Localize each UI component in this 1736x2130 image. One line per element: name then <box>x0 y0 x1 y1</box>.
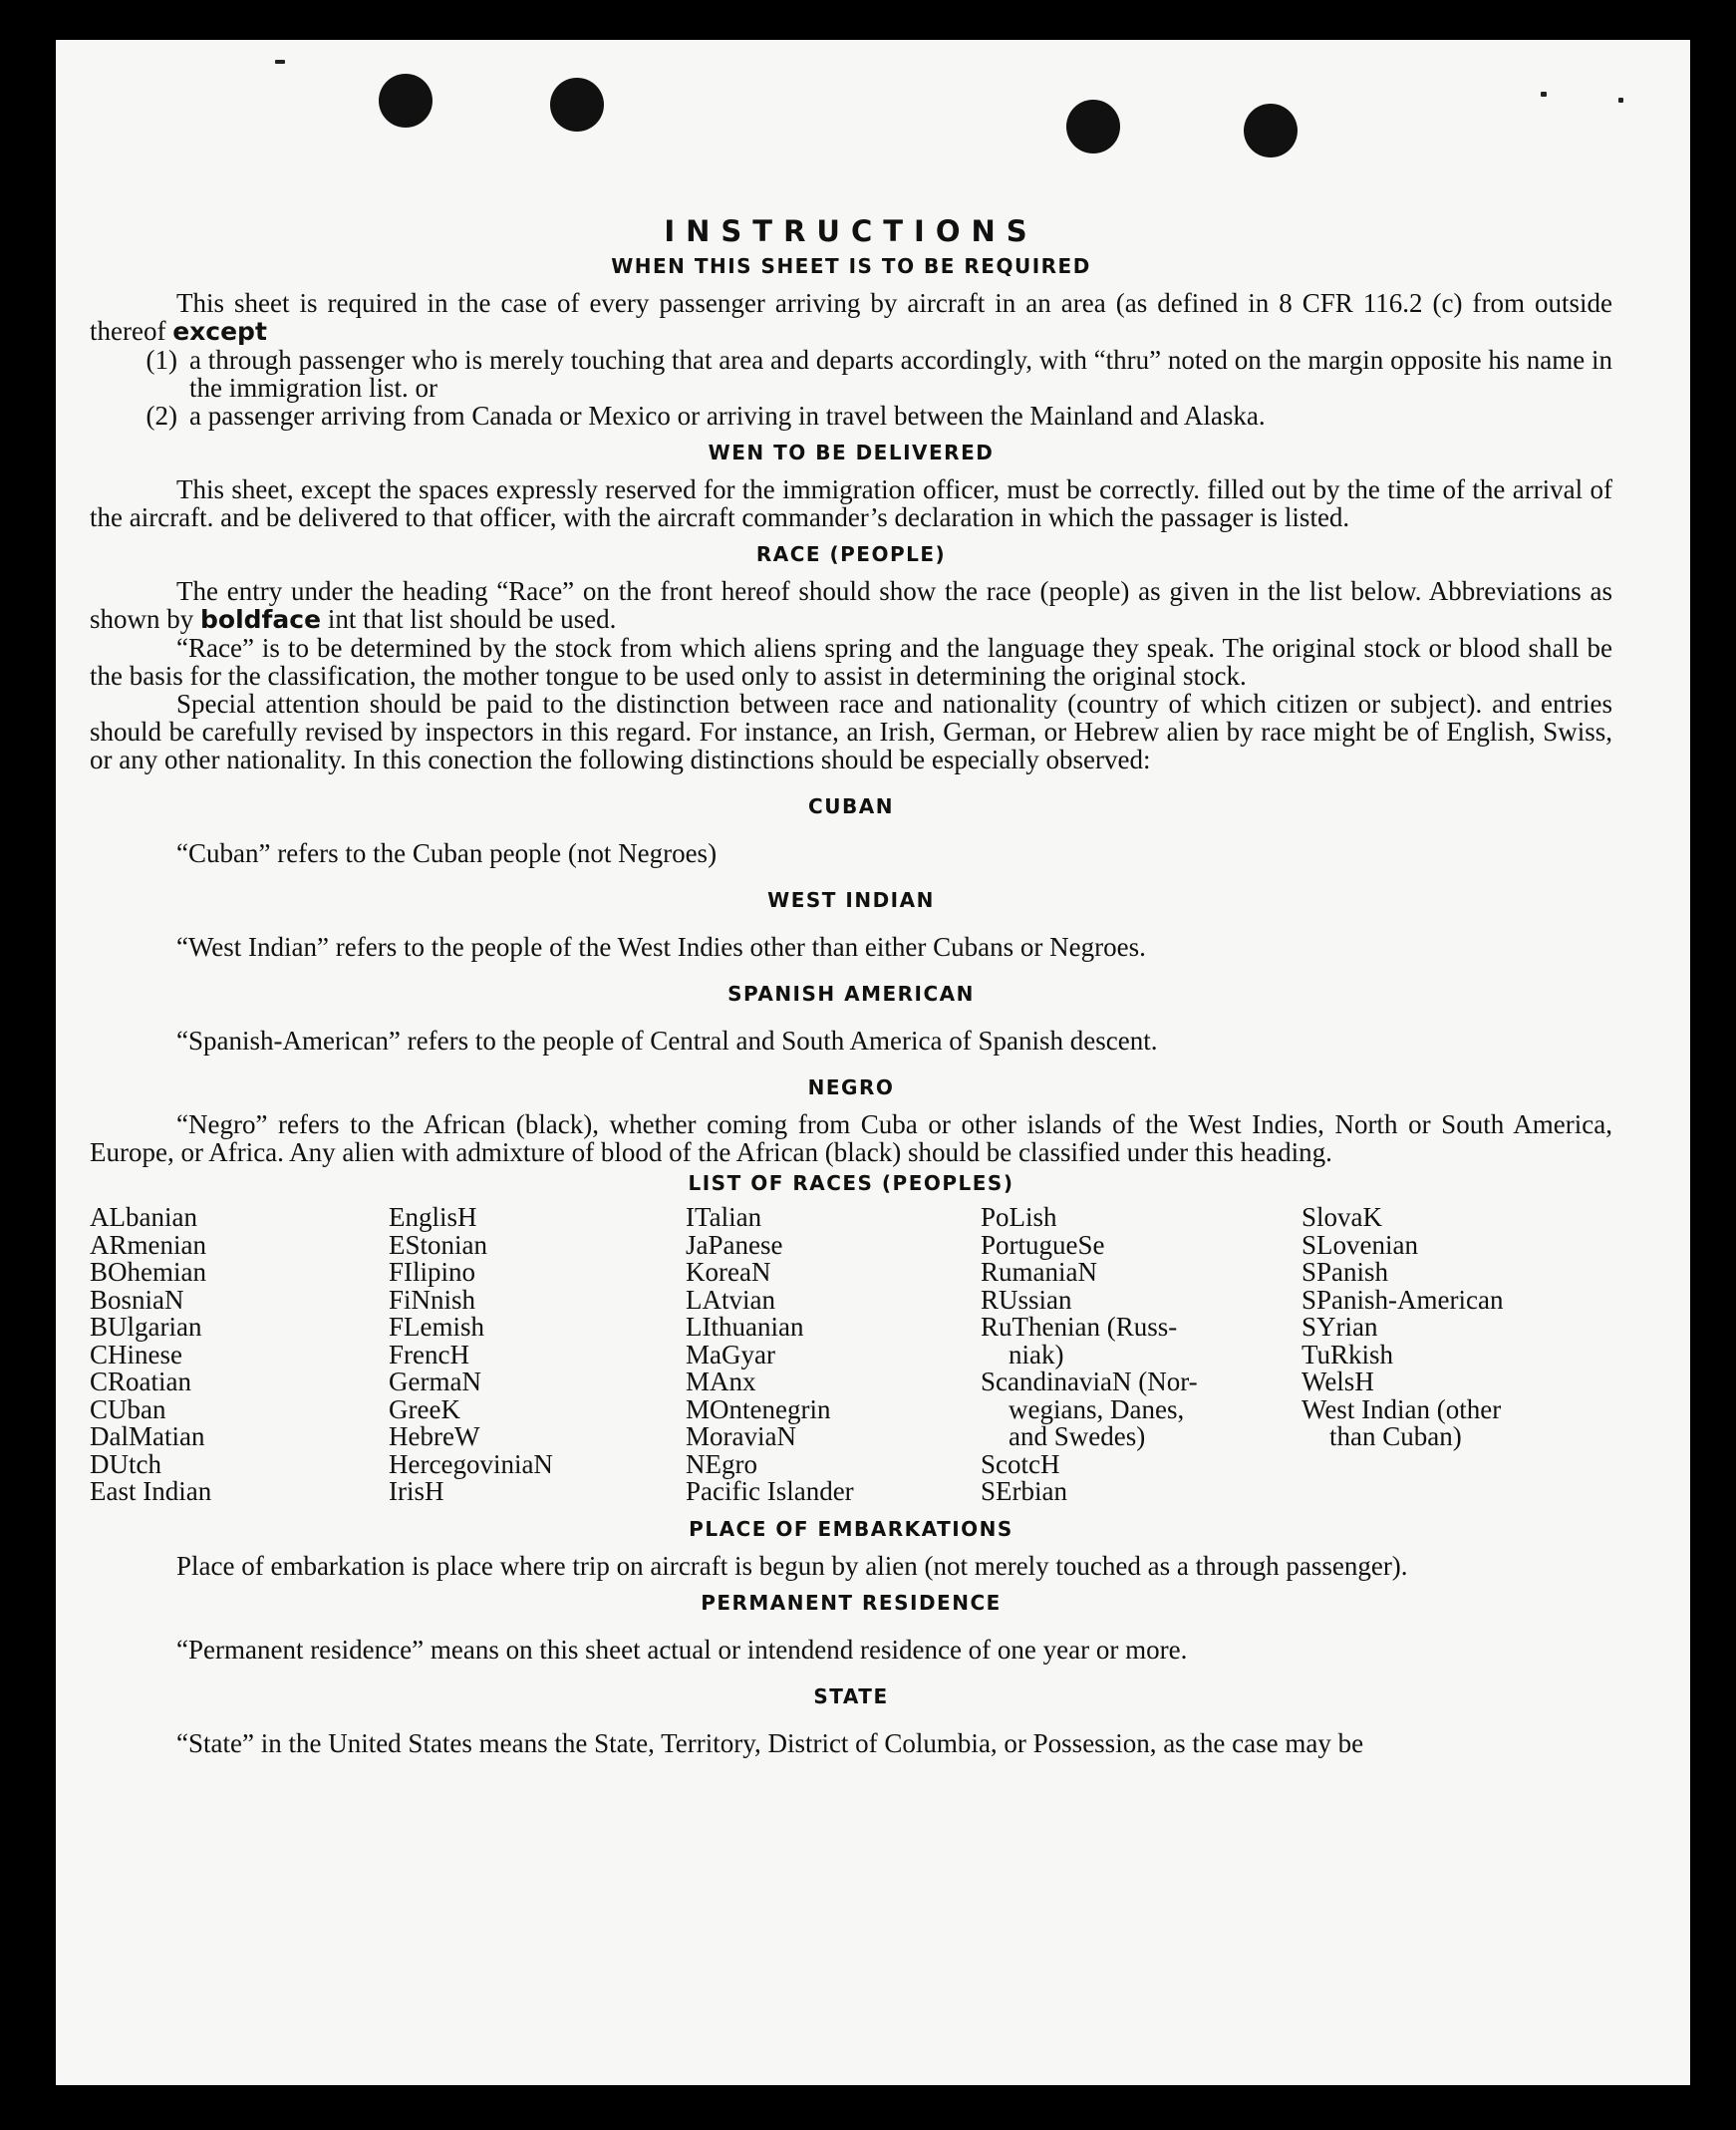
race-entry: than Cuban) <box>1329 1421 1462 1451</box>
section-heading-state: STATE <box>813 1683 889 1708</box>
race-entry: RumaniaN <box>981 1257 1097 1287</box>
races-column <box>1302 1204 1612 1506</box>
race-entry: FIlipino <box>389 1257 476 1287</box>
race-entry: LIthuanian <box>686 1312 804 1342</box>
race-entry: JaPanese <box>686 1229 783 1260</box>
requirement-number: (2) <box>145 401 177 431</box>
scan-speck <box>275 60 285 64</box>
races-column <box>686 1204 981 1506</box>
races-column <box>90 1204 389 1506</box>
race-entry: SPanish <box>1302 1257 1389 1287</box>
race-entry: SPanish-American <box>1302 1284 1504 1315</box>
page-title: INSTRUCTIONS <box>664 214 1038 248</box>
race-entry: SYrian <box>1302 1312 1378 1342</box>
requirement-list <box>90 346 1612 430</box>
race-entry: FLemish <box>389 1312 485 1342</box>
race-entry: MOntenegrin <box>686 1393 831 1424</box>
race-entry: ScotcH <box>981 1448 1060 1479</box>
requirement-text: a passenger arriving from Canada or Mexico or arriving in travel between the Mainland and Alaska. <box>189 401 1266 431</box>
section-heading-embarkation: PLACE OF EMBARKATIONS <box>689 1516 1013 1541</box>
race-entry: TuRkish <box>1302 1339 1394 1369</box>
document-page <box>56 40 1690 2085</box>
section-heading-list-of-races: LIST OF RACES (PEOPLES) <box>688 1171 1014 1195</box>
race-entry: IrisH <box>389 1476 444 1506</box>
race-entry: PoLish <box>981 1202 1057 1232</box>
race-entry: RUssian <box>981 1284 1072 1315</box>
section-heading-race: RACE (PEOPLE) <box>755 542 947 566</box>
race-entry: MAnx <box>686 1367 756 1396</box>
boldface-word: boldface <box>200 605 322 634</box>
race-entry: BUlgarian <box>90 1312 202 1342</box>
requirement-number: (1) <box>145 345 177 375</box>
requirement-item <box>90 402 1612 430</box>
race-entry: LAtvian <box>686 1284 775 1315</box>
race-paragraph-1: The entry under the heading “Race” on the front hereof should show the race (people) as given in the list below. Abbreviations as shown by boldface int that list should be used. <box>90 576 1612 634</box>
race-entry: CUban <box>90 1393 166 1424</box>
race-entry: niak) <box>1009 1339 1064 1369</box>
race-entry: GermaN <box>389 1367 481 1396</box>
except-word: except <box>172 317 267 346</box>
race-entry: ITalian <box>686 1202 762 1232</box>
punch-hole <box>1244 104 1298 157</box>
race-entry: ARmenian <box>90 1229 206 1260</box>
race-entry: HercegoviniaN <box>389 1448 553 1479</box>
section-heading-when-delivered: WEN TO BE DELIVERED <box>708 441 995 464</box>
race-entry: DalMatian <box>90 1421 205 1451</box>
instructions-body <box>90 179 1612 1757</box>
race-entry: West Indian (other <box>1302 1393 1502 1424</box>
race-entry: and Swedes) <box>1009 1421 1146 1451</box>
cuban-text: “Cuban” refers to the Cuban people (not Negroes) <box>176 838 718 868</box>
residence-text: “Permanent residence” means on this sheet actual or intendend residence of one year or more. <box>176 1634 1188 1665</box>
races-list <box>90 1204 1612 1506</box>
section-heading-cuban: CUBAN <box>808 794 894 818</box>
scan-speck <box>1618 98 1623 103</box>
race-entry: EnglisH <box>389 1202 477 1232</box>
race-paragraph-2: “Race” is to be determined by the stock from which aliens spring and the language they speak. The original stock or blood shall be the basis for the classification, the mother tongue to be used only to assist in determining the original stock. <box>90 633 1612 691</box>
race-entry: BOhemian <box>90 1257 206 1287</box>
race-entry: ScandinaviaN (Nor- <box>981 1367 1198 1396</box>
race-entry: HebreW <box>389 1421 480 1451</box>
race-entry: East Indian <box>90 1476 212 1506</box>
race-entry: SErbian <box>981 1476 1067 1506</box>
race-entry: Pacific Islander <box>686 1476 854 1506</box>
race-entry: NEgro <box>686 1448 757 1479</box>
requirement-text: a through passenger who is merely touching that area and departs accordingly, with “thru” noted on the margin opposite his name in the immigration list. or <box>189 345 1612 403</box>
requirement-item <box>90 346 1612 402</box>
embarkation-text: Place of embarkation is place where trip on aircraft is begun by alien (not merely touched as a through passenger). <box>176 1550 1408 1581</box>
race-entry: ALbanian <box>90 1202 197 1232</box>
race-entry: PortugueSe <box>981 1229 1105 1260</box>
punch-hole <box>1066 100 1120 153</box>
race-entry: MaGyar <box>686 1339 775 1369</box>
when-delivered-text: This sheet, except the spaces expressly reserved for the immigration officer, must be correctly. filled out by the time of the arrival of the aircraft. and be delivered to that officer, with the aircraft commander’s declaration in which the passager is listed. <box>90 474 1612 532</box>
races-column <box>389 1204 686 1506</box>
race-entry: MoraviaN <box>686 1421 796 1451</box>
race-entry: DUtch <box>90 1448 161 1479</box>
race-entry: FrencH <box>389 1339 469 1369</box>
section-heading-spanish-american: SPANISH AMERICAN <box>727 982 975 1006</box>
race-entry: KoreaN <box>686 1257 771 1287</box>
race-entry: SLovenian <box>1302 1229 1418 1260</box>
race-entry: CHinese <box>90 1339 182 1369</box>
west-indian-text: “West Indian” refers to the people of the West Indies other than either Cubans or Negroes. <box>176 932 1146 962</box>
race-entry: RuThenian (Russ- <box>981 1312 1178 1342</box>
state-text: “State” in the United States means the State, Territory, District of Columbia, or Possession, as the case may be <box>176 1727 1364 1758</box>
race-entry: SlovaK <box>1302 1202 1382 1232</box>
scan-speck <box>1541 92 1547 97</box>
race-entry: BosniaN <box>90 1284 184 1315</box>
section-heading-residence: PERMANENT RESIDENCE <box>701 1590 1002 1615</box>
section-heading-when-required: WHEN THIS SHEET IS TO BE REQUIRED <box>611 254 1091 278</box>
race-entry: wegians, Danes, <box>1009 1393 1185 1424</box>
race-paragraph-3: Special attention should be paid to the distinction between race and nationality (country of which citizen or subject). and entries should be carefully revised by inspectors in this regard. For instance, an Irish, German, or Hebrew alien by race might be of English, Swiss, or any other nationality. In this conection the following distinctions should be especially observed: <box>90 689 1612 774</box>
race-entry: EStonian <box>389 1229 487 1260</box>
punch-hole <box>379 74 433 128</box>
race-entry: FiNnish <box>389 1284 476 1315</box>
race-entry: CRoatian <box>90 1367 191 1396</box>
punch-hole <box>550 78 604 132</box>
spanish-american-text: “Spanish-American” refers to the people of Central and South America of Spanish descent. <box>176 1026 1158 1056</box>
race-entry: GreeK <box>389 1393 460 1424</box>
when-required-intro: This sheet is required in the case of every passenger arriving by aircraft in an area (as defined in 8 CFR 116.2 (c) from outside thereof except <box>90 288 1612 346</box>
section-heading-west-indian: WEST INDIAN <box>767 888 935 912</box>
races-column <box>981 1204 1302 1506</box>
negro-text: “Negro” refers to the African (black), whether coming from Cuba or other islands of the West Indies, North or South America, Europe, or Africa. Any alien with admixture of blood of the African (black) should be classified under this heading. <box>90 1109 1612 1167</box>
race-entry: WelsH <box>1302 1367 1374 1396</box>
section-heading-negro: NEGRO <box>807 1075 895 1099</box>
